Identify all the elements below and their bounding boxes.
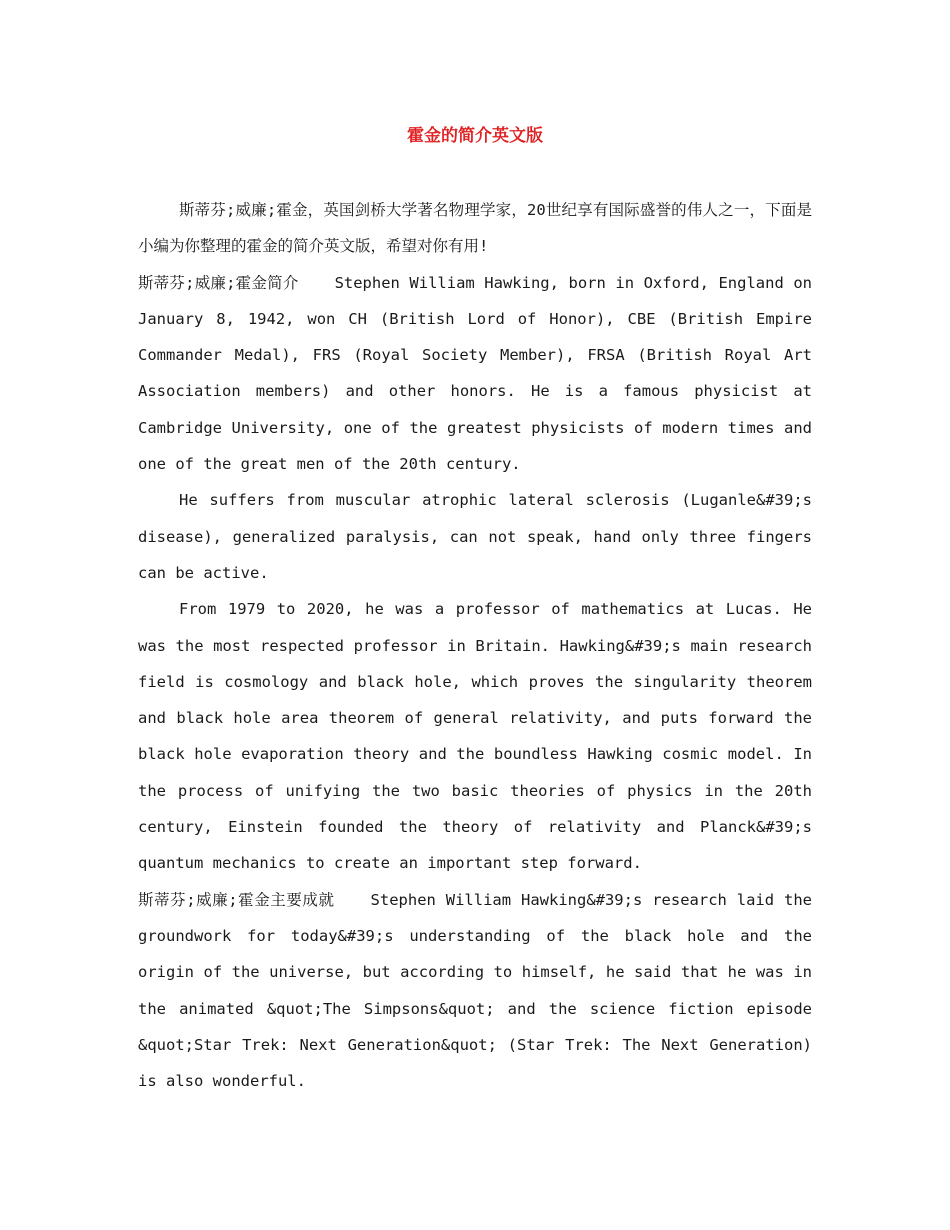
career-paragraph: From 1979 to 2020, he was a professor of mathematics at Lucas. He was the most respected professor in Britain. Hawking&#39;s main research field is cosmology and black hole, which proves the singularity theorem and black hole area theorem of general relativity, and puts forward the black hole evaporation theory and the boundless Hawking cosmic model. In the process of unifying the two basic theories of physics in the 20th century, Einstein founded the theory of relativity and Planck&#39;s quantum mechanics to create an important step forward.: [138, 600, 812, 873]
illness-paragraph: He suffers from muscular atrophic lateral sclerosis (Luganle&#39;s disease), generalized paralysis, can not speak, hand only three fingers can be active.: [138, 491, 812, 582]
section-biography-label: 斯蒂芬;威廉;霍金简介: [138, 273, 299, 292]
document-body: [138, 192, 812, 1099]
section-biography: [138, 265, 812, 483]
document-title: 霍金的简介英文版: [407, 126, 543, 146]
section-achievements: [138, 882, 812, 1100]
section-achievements-label: 斯蒂芬;威廉;霍金主要成就: [138, 890, 335, 909]
intro-paragraph: 斯蒂芬;威廉;霍金，英国剑桥大学著名物理学家，20世纪享有国际盛誉的伟人之一，下面是小编为你整理的霍金的简介英文版，希望对你有用!: [138, 201, 812, 256]
section-achievements-text: Stephen William Hawking&#39;s research laid the groundwork for today&#39;s understanding of the black hole and the origin of the universe, but according to himself, he said that he was in the animated &quot;The Simpsons&quot; and the science fiction episode &quot;Star Trek: Next Generation&quot; (Star Trek: The Next Generation) is also wonderful.: [138, 890, 812, 1091]
section-biography-text: Stephen William Hawking, born in Oxford, England on January 8, 1942, won CH (British Lord of Honor), CBE (British Empire Commander Medal), FRS (Royal Society Member), FRSA (British Royal Art Association members) and other honors. He is a famous physicist at Cambridge University, one of the greatest physicists of modern times and one of the great men of the 20th century.: [138, 273, 813, 474]
